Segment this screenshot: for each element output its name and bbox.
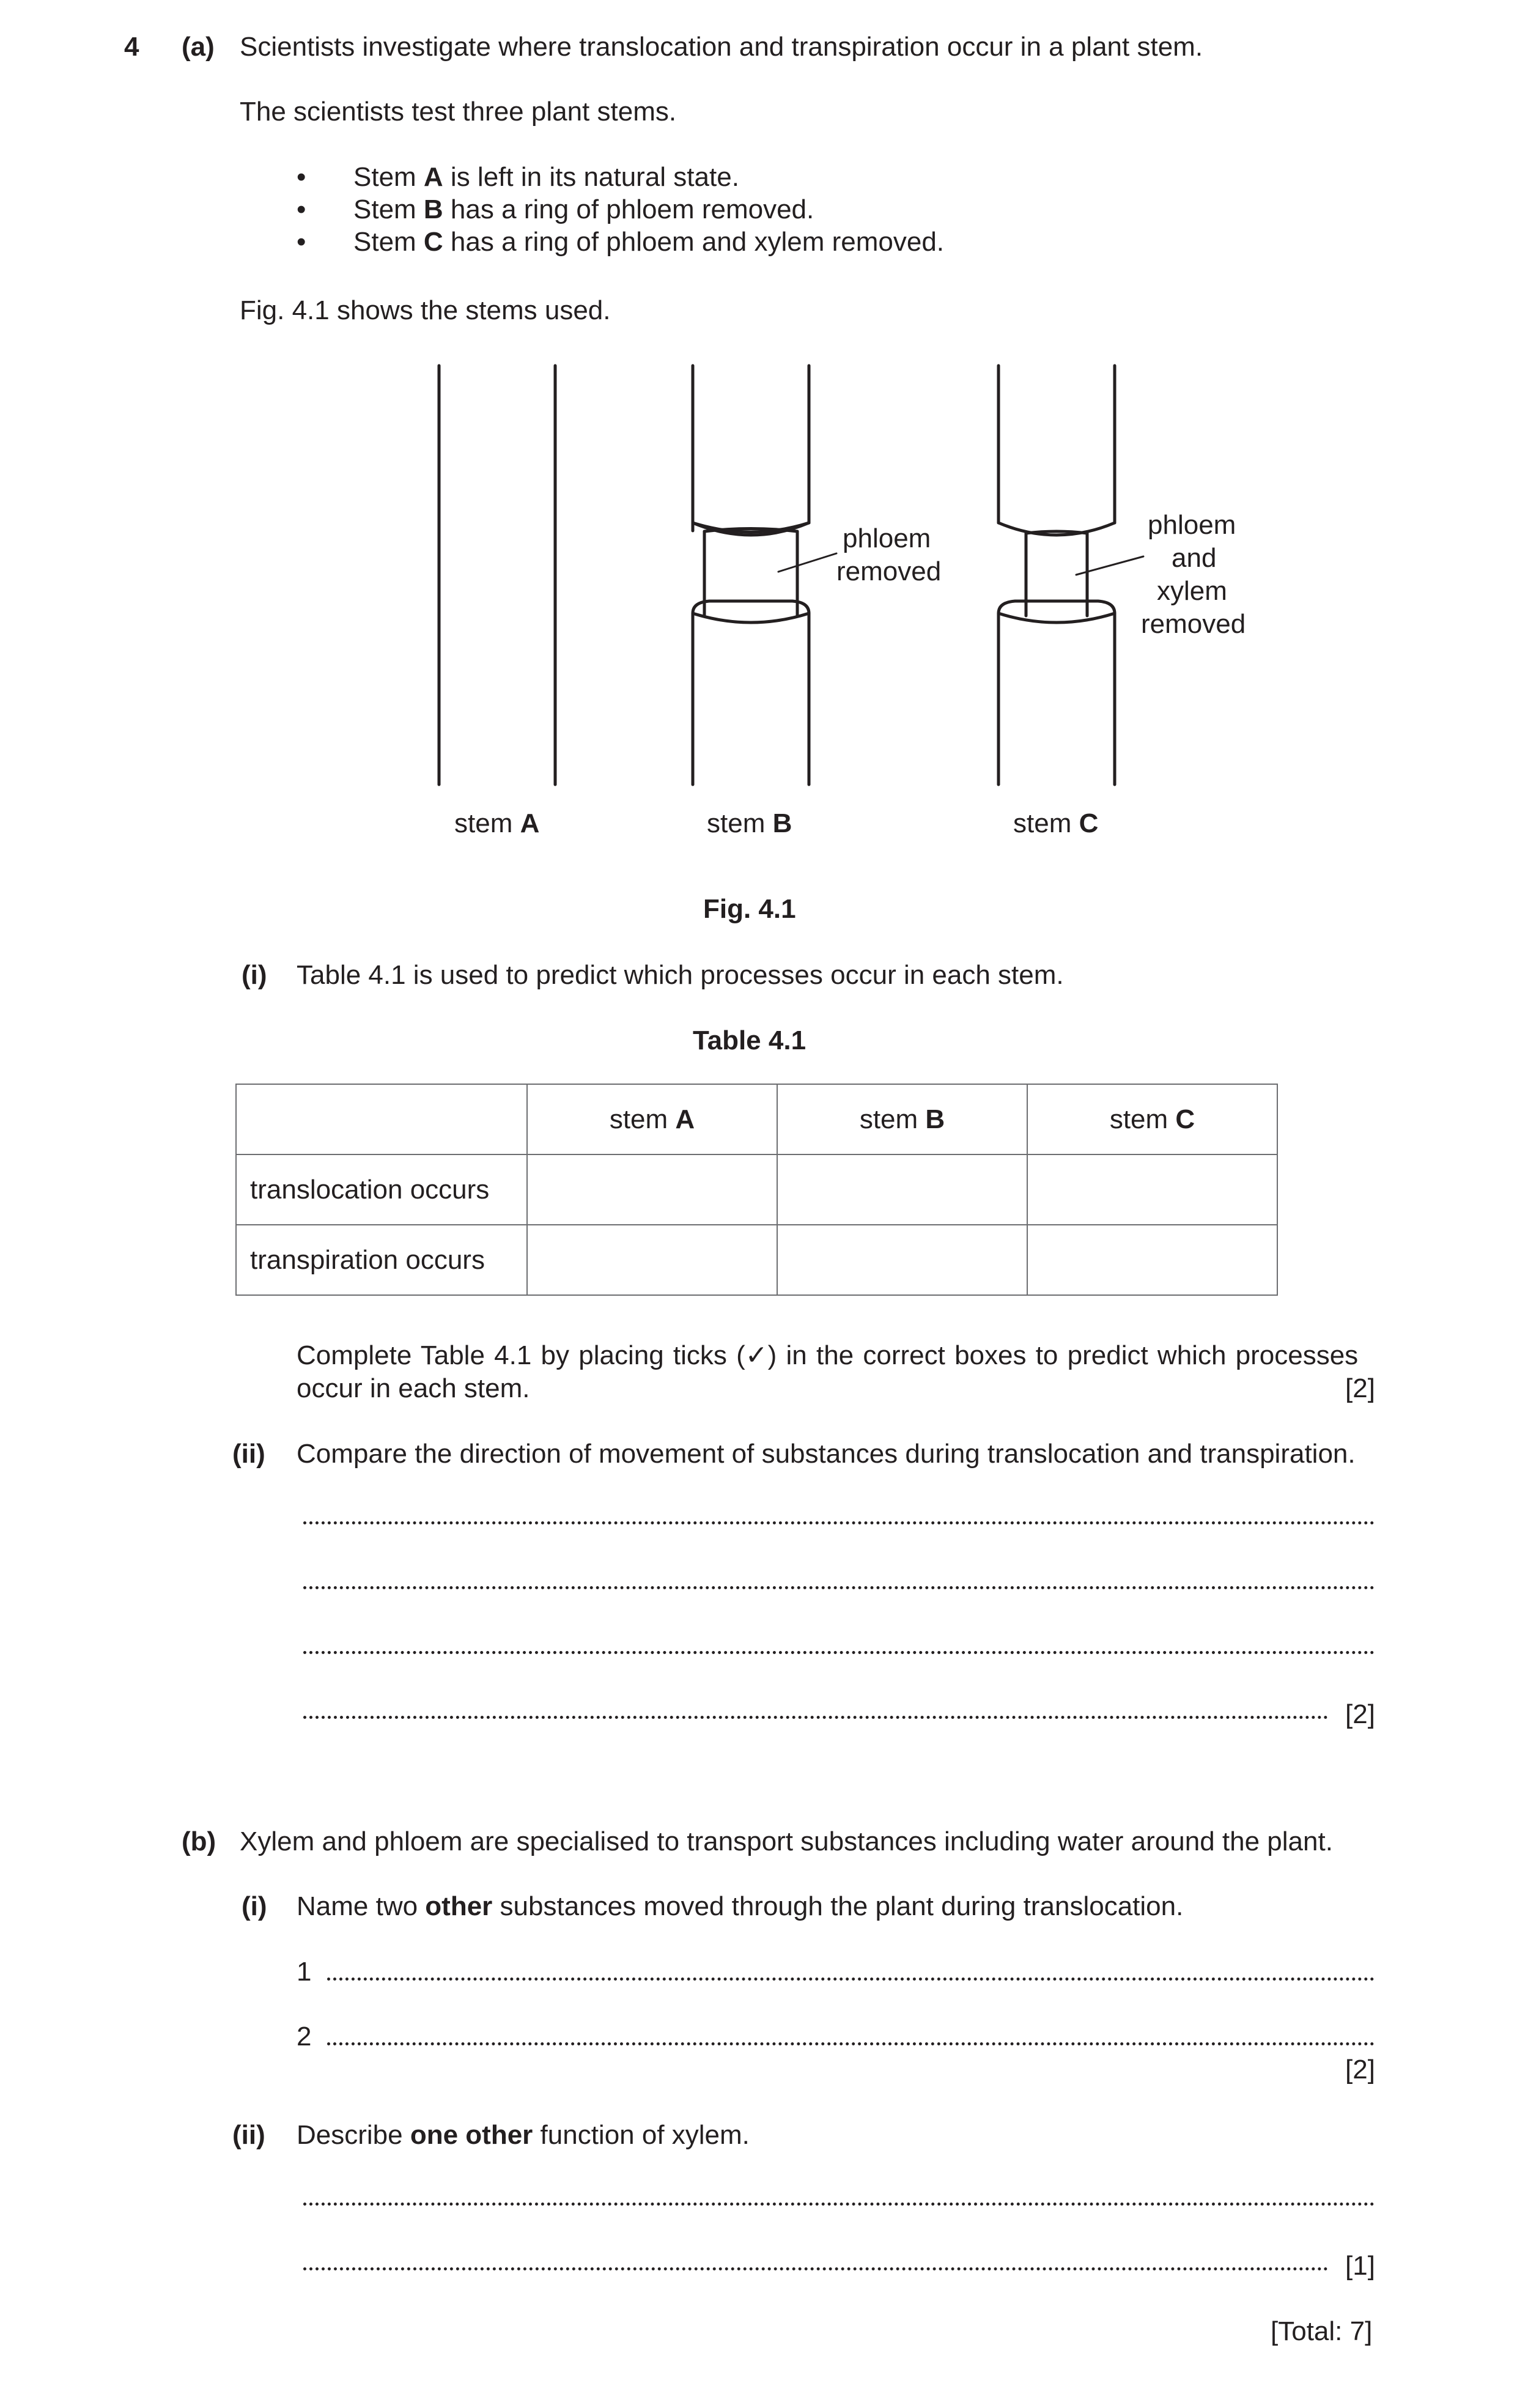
stem-c-drawing bbox=[998, 366, 1115, 785]
part-b-ii-text: Describe one other function of xylem. bbox=[297, 2120, 750, 2150]
table-header-stem-a: stem A bbox=[527, 1084, 777, 1154]
part-a-ii-text: Compare the direction of movement of substances during translocation and transpiration. bbox=[297, 1439, 1356, 1469]
part-a-label: (a) bbox=[182, 32, 215, 62]
test-statement: The scientists test three plant stems. bbox=[240, 97, 677, 127]
table-row bbox=[236, 1154, 1277, 1225]
stem-b-label: stem B bbox=[707, 808, 792, 838]
bullet-stem-a: Stem A is left in its natural state. bbox=[353, 162, 739, 192]
table-instruction-line-1: Complete Table 4.1 by placing ticks (✓) in the correct boxes to predict which processes bbox=[297, 1340, 1359, 1370]
prediction-table bbox=[235, 1084, 1278, 1296]
stems-diagram bbox=[0, 0, 1517, 856]
marks-b-ii: [1] bbox=[1345, 2251, 1375, 2281]
tick-box-transpiration-stem-c[interactable] bbox=[1027, 1225, 1277, 1295]
answer-line-b-ii-2[interactable] bbox=[303, 2267, 1328, 2270]
table-row bbox=[236, 1225, 1277, 1295]
answer-line-a-ii-2[interactable] bbox=[303, 1586, 1375, 1589]
part-b-label: (b) bbox=[182, 1826, 216, 1856]
stem-c-label: stem C bbox=[1013, 808, 1099, 838]
tick-box-translocation-stem-b[interactable] bbox=[777, 1154, 1027, 1225]
figure-caption: Fig. 4.1 bbox=[703, 894, 796, 924]
part-a-ii-label: (ii) bbox=[232, 1439, 265, 1469]
table-header-stem-c: stem C bbox=[1027, 1084, 1277, 1154]
table-title: Table 4.1 bbox=[693, 1025, 806, 1055]
marks-a-i: [2] bbox=[1345, 1373, 1375, 1403]
tick-box-translocation-stem-c[interactable] bbox=[1027, 1154, 1277, 1225]
bullet-icon: • bbox=[297, 227, 306, 257]
row-label-translocation: translocation occurs bbox=[236, 1154, 527, 1225]
tick-box-translocation-stem-a[interactable] bbox=[527, 1154, 777, 1225]
answer-number-2: 2 bbox=[297, 2022, 312, 2052]
answer-line-b-i-1[interactable] bbox=[327, 1978, 1375, 1981]
bullet-stem-b: Stem B has a ring of phloem removed. bbox=[353, 194, 814, 224]
stem-a-label: stem A bbox=[454, 808, 540, 838]
tick-box-transpiration-stem-b[interactable] bbox=[777, 1225, 1027, 1295]
answer-line-b-ii-1[interactable] bbox=[303, 2203, 1375, 2206]
figure-intro: Fig. 4.1 shows the stems used. bbox=[240, 295, 611, 325]
marks-a-ii: [2] bbox=[1345, 1699, 1375, 1729]
label-c-line-2: and bbox=[1172, 543, 1217, 573]
table-instruction-line-2: occur in each stem. bbox=[297, 1373, 530, 1403]
marks-b-i: [2] bbox=[1345, 2055, 1375, 2085]
answer-line-b-i-2[interactable] bbox=[327, 2042, 1375, 2045]
table-corner-cell bbox=[236, 1084, 527, 1154]
question-number: 4 bbox=[124, 32, 139, 62]
stem-b-drawing bbox=[693, 366, 809, 785]
answer-line-a-ii-1[interactable] bbox=[303, 1521, 1375, 1524]
part-b-intro: Xylem and phloem are specialised to transport substances including water around the plant. bbox=[240, 1826, 1333, 1856]
label-c-line-4: removed bbox=[1141, 609, 1246, 639]
part-a-i-label: (i) bbox=[242, 960, 267, 990]
answer-line-a-ii-4[interactable] bbox=[303, 1716, 1328, 1719]
bullet-icon: • bbox=[297, 194, 306, 224]
answer-line-a-ii-3[interactable] bbox=[303, 1651, 1375, 1654]
part-b-i-label: (i) bbox=[242, 1891, 267, 1921]
bullet-icon: • bbox=[297, 162, 306, 192]
table-header-row bbox=[236, 1084, 1277, 1154]
part-b-i-text: Name two other substances moved through the plant during translocation. bbox=[297, 1891, 1184, 1921]
label-c-line-1: phloem bbox=[1148, 510, 1236, 540]
row-label-transpiration: transpiration occurs bbox=[236, 1225, 527, 1295]
answer-number-1: 1 bbox=[297, 1957, 312, 1987]
part-b-ii-label: (ii) bbox=[232, 2120, 265, 2150]
phloem-removed-leader bbox=[778, 553, 836, 572]
label-c-line-3: xylem bbox=[1157, 576, 1227, 606]
part-a-i-text: Table 4.1 is used to predict which processes occur in each stem. bbox=[297, 960, 1064, 990]
table-header-stem-b: stem B bbox=[777, 1084, 1027, 1154]
tick-box-transpiration-stem-a[interactable] bbox=[527, 1225, 777, 1295]
bullet-stem-c: Stem C has a ring of phloem and xylem removed. bbox=[353, 227, 945, 257]
label-phloem-removed-2: removed bbox=[836, 556, 942, 586]
label-phloem-removed-1: phloem bbox=[843, 523, 931, 553]
total-marks: [Total: 7] bbox=[1271, 2316, 1373, 2346]
part-a-intro: Scientists investigate where translocation and transpiration occur in a plant stem. bbox=[240, 32, 1203, 62]
